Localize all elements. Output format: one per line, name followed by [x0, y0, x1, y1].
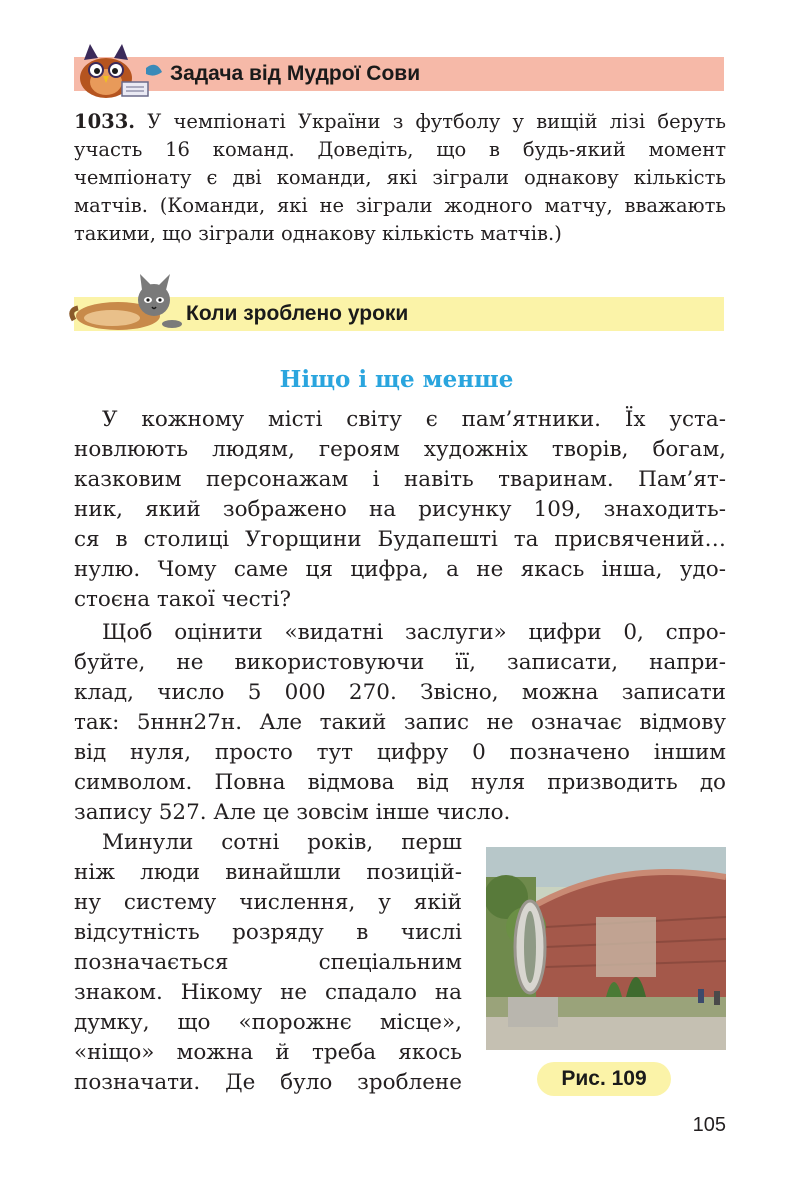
text-line: Щоб оцінити «видатні заслуги» цифри 0, спро- — [102, 620, 726, 645]
section-banner-owl — [74, 57, 724, 91]
text-line: новлюють людям, героям художніх творів, богам, — [74, 437, 726, 462]
text-line: запису 527. Але це зовсім інше число. — [74, 800, 511, 825]
task-paragraph — [74, 108, 726, 248]
text-line: позначається спеціальним — [74, 950, 462, 975]
text-line: «ніщо» можна й треба якось — [74, 1040, 462, 1065]
page-number: 105 — [692, 1114, 726, 1136]
text-line: символом. Повна відмова від нуля призводить до — [74, 770, 726, 795]
article-title: Ніщо і ще менше — [279, 366, 514, 393]
text-line: думку, що «порожнє місце», — [74, 1010, 462, 1035]
section-title-owl: Задача від Мудрої Сови — [170, 62, 421, 85]
text-line: нулю. Чому саме ця цифра, а не якась інша, удо- — [74, 557, 726, 582]
text-line: знаком. Нікому не спадало на — [74, 980, 462, 1005]
text-line: ну систему числення, у якій — [74, 890, 462, 915]
text-line: так: 5ннн27н. Але такий запис не означає відмову — [74, 710, 726, 735]
owl-mascot-icon — [76, 38, 168, 102]
text-line: У кожному місті світу є пам’ятники. Їх уста- — [102, 407, 726, 432]
article-paragraph-3 — [74, 828, 462, 1098]
task-text: У чемпіонаті України з футболу у вищій лізі беруть участь 16 команд. Доведіть, що в будь-який момент чемпіонату є дві команди, які зіграли однакову кількість матчів. (Команди, які не зіграли жодного матчу, вважають такими, що зіграли однакову кількість матчів.) — [74, 110, 727, 245]
article-paragraph-1 — [74, 405, 726, 615]
text-line: казковим персонажам і навіть тваринам. Пам’ят- — [74, 467, 726, 492]
text-line: ся в столиці Угорщини Будапешті та присвячений… — [74, 527, 726, 552]
section-title-cat: Коли зроблено уроки — [186, 302, 409, 325]
cat-mascot-icon — [68, 270, 186, 334]
text-line: ник, який зображено на рисунку 109, знаходить- — [74, 497, 726, 522]
text-line: Минули сотні років, перш — [102, 830, 462, 855]
text-line: клад, число 5 000 270. Звісно, можна записати — [74, 680, 726, 705]
text-line: ніж люди винайшли позицій- — [74, 860, 462, 885]
text-line: від нуля, просто тут цифру 0 позначено іншим — [74, 740, 726, 765]
text-line: відсутність розряду в числі — [74, 920, 462, 945]
figure-caption: Рис. 109 — [537, 1062, 671, 1096]
task-1033 — [74, 108, 726, 248]
task-number: 1033. — [74, 110, 136, 133]
text-line: позначати. Де було зроблене — [74, 1070, 462, 1095]
article-paragraph-2 — [74, 618, 726, 828]
zero-monument-photo — [486, 847, 726, 1050]
text-line: буйте, не використовуючи її, записати, напри- — [74, 650, 726, 675]
text-line: стоєна такої честі? — [74, 587, 291, 612]
